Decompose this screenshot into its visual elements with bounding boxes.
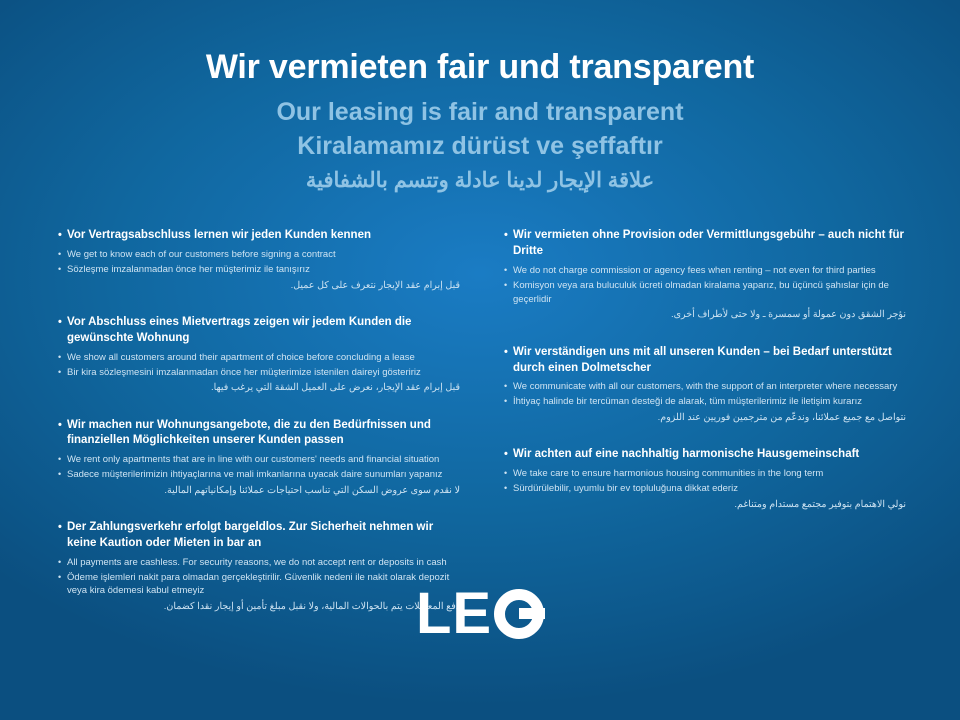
bullet-icon: • — [58, 556, 62, 567]
list-item — [58, 468, 460, 482]
list-item — [58, 263, 460, 277]
list-item — [58, 556, 460, 570]
list-item — [58, 315, 460, 396]
bullet-icon: • — [58, 571, 62, 582]
bullet-icon: • — [58, 249, 62, 260]
sub-line-text: Komisyon veya ara buluculuk ücreti olmadan kiralama yaparız, bu üçüncü şahıslar için de geçerlidir — [513, 279, 889, 305]
bullet-icon: • — [504, 229, 508, 242]
list-item — [58, 248, 460, 262]
bullet-icon: • — [58, 521, 62, 534]
sub-line-text: We rent only apartments that are in line with our customers' needs and financial situation — [67, 454, 440, 466]
bullet-icon: • — [504, 468, 508, 479]
block-sublist — [504, 467, 906, 496]
sub-line-text: Sadece müşterilerimizin ihtiyaçlarına ve mali imkanlarına uyacak daire sunumları yapanız — [67, 469, 443, 481]
column-left — [58, 228, 460, 636]
sub-line-text: We do not charge commission or agency fees when renting – not even for third parties — [513, 265, 876, 277]
bullet-icon: • — [58, 264, 62, 275]
logo-g-icon — [494, 589, 544, 639]
arabic-line: لا نقدم سوى عروض السكن التي تناسب احتياجات عملائنا وإمكانياتهم المالية. — [164, 484, 460, 496]
list-item — [58, 366, 460, 380]
arabic-line: قبل إبرام عقد الإيجار، نعرض على العميل الشقة التي يرغب فيها. — [211, 382, 460, 394]
list-item — [504, 264, 906, 278]
list-item — [504, 380, 906, 394]
block-sublist — [58, 453, 460, 482]
arabic-line: نولي الاهتمام بتوفير مجتمع مستدام ومتناغم. — [734, 498, 906, 510]
block-heading-text: Vor Vertragsabschluss lernen wir jeden Kunden kennen — [67, 229, 371, 242]
bullet-icon: • — [58, 316, 62, 329]
page-title-turkish: Kiralamamız dürüst ve şeffaftır — [297, 132, 663, 161]
bullet-icon: • — [504, 265, 508, 276]
bullet-icon: • — [504, 345, 508, 358]
arabic-line: قبل إبرام عقد الإيجار نتعرف على كل عميل. — [290, 279, 460, 291]
arabic-line: نتواصل مع جميع عملائنا، وندعّم من مترجمين فوريين عند اللزوم. — [657, 411, 906, 423]
logo-text: LE — [415, 581, 493, 646]
arabic-line: دفع المعاملات يتم بالحوالات المالية، ولا نقبل مبلغ تأمين أو إيجار نقدا كضمان. — [163, 601, 460, 613]
bullet-icon: • — [58, 418, 62, 431]
sub-line-text: We communicate with all our customers, with the support of an interpreter where necessary — [513, 381, 898, 393]
block-heading-text: Der Zahlungsverkehr erfolgt bargeldlos. Zur Sicherheit nehmen wir keine Kaution oder Mieten in bar an — [67, 521, 434, 549]
sub-line-text: All payments are cashless. For security reasons, we do not accept rent or deposits in cash — [67, 556, 447, 568]
list-item — [58, 453, 460, 467]
block-heading — [504, 228, 906, 260]
list-item — [504, 395, 906, 409]
list-item — [504, 467, 906, 481]
sub-line-text: Sözleşme imzalanmadan önce her müşterimiz ile tanışırız — [67, 264, 310, 276]
sub-line-text: Bir kira sözleşmesini imzalanmadan önce her müşterimize istenilen daireyi gösteririz — [67, 366, 421, 378]
sub-line-text: İhtiyaç halinde bir tercüman desteği de alarak, tüm müşterilerimiz ile iletişim kurarız — [513, 396, 862, 408]
list-item — [58, 228, 460, 293]
block-sublist — [58, 248, 460, 277]
sub-line-text: Sürdürülebilir, uyumlu bir ev topluluğuna dikkat ederiz — [513, 482, 738, 494]
bullet-icon: • — [504, 482, 508, 493]
list-item — [504, 228, 906, 322]
bullet-icon: • — [58, 229, 62, 242]
bullet-icon: • — [58, 351, 62, 362]
list-item — [504, 279, 906, 307]
block-heading — [504, 345, 906, 377]
block-heading-text: Wir achten auf eine nachhaltig harmonische Hausgemeinschaft — [513, 448, 860, 461]
bullet-icon: • — [504, 381, 508, 392]
list-item — [58, 418, 460, 499]
bullet-icon: • — [58, 366, 62, 377]
bullet-icon: • — [58, 469, 62, 480]
list-item — [58, 351, 460, 365]
block-heading — [58, 520, 460, 552]
list-item — [504, 482, 906, 496]
sub-line-text: We show all customers around their apartment of choice before concluding a lease — [67, 351, 415, 363]
bullet-icon: • — [504, 279, 508, 290]
block-heading-text: Wir machen nur Wohnungsangebote, die zu den Bedürfnissen und finanziellen Möglichkeiten unserer Kunden passen — [67, 418, 431, 447]
block-sublist — [504, 380, 906, 409]
sub-line-text: Ödeme işlemleri nakit para olmadan gerçekleştirilir. Güvenlik nedeni ile nakit olarak depozit veya kira ödemesi kabul etmeyiz — [67, 571, 450, 597]
page-title-english: Our leasing is fair and transparent — [276, 98, 684, 127]
block-heading-text: Vor Abschluss eines Mietvertrags zeigen wir jedem Kunden die gewünschte Wohnung — [67, 316, 412, 344]
list-item — [504, 447, 906, 512]
block-sublist — [58, 351, 460, 380]
page-title-german: Wir vermieten fair und transparent — [205, 48, 755, 86]
bullet-icon: • — [504, 448, 508, 461]
headings-block — [0, 0, 960, 194]
block-heading-text: Wir verständigen uns mit all unseren Kunden – bei Bedarf unterstützt durch einen Dolmetscher — [513, 345, 892, 374]
block-heading — [58, 228, 460, 244]
block-sublist — [504, 264, 906, 306]
page-title-arabic: علاقة الإيجار لدينا عادلة وتتسم بالشفافية — [305, 169, 655, 193]
column-right — [504, 228, 906, 636]
sub-line-text: We get to know each of our customers before signing a contract — [67, 249, 336, 261]
logo-mark — [415, 581, 544, 646]
block-heading — [504, 447, 906, 463]
bullet-icon: • — [504, 396, 508, 407]
bullet-icon: • — [58, 454, 62, 465]
arabic-line: نؤجر الشقق دون عمولة أو سمسرة ـ ولا حتى لأطراف أخرى. — [670, 309, 906, 321]
block-heading-text: Wir vermieten ohne Provision oder Vermittlungsgebühr – auch nicht für Dritte — [513, 229, 904, 258]
list-item — [504, 345, 906, 426]
sub-line-text: We take care to ensure harmonious housing communities in the long term — [513, 468, 824, 480]
block-heading — [58, 315, 460, 347]
block-heading — [58, 418, 460, 450]
content-columns — [0, 194, 960, 636]
